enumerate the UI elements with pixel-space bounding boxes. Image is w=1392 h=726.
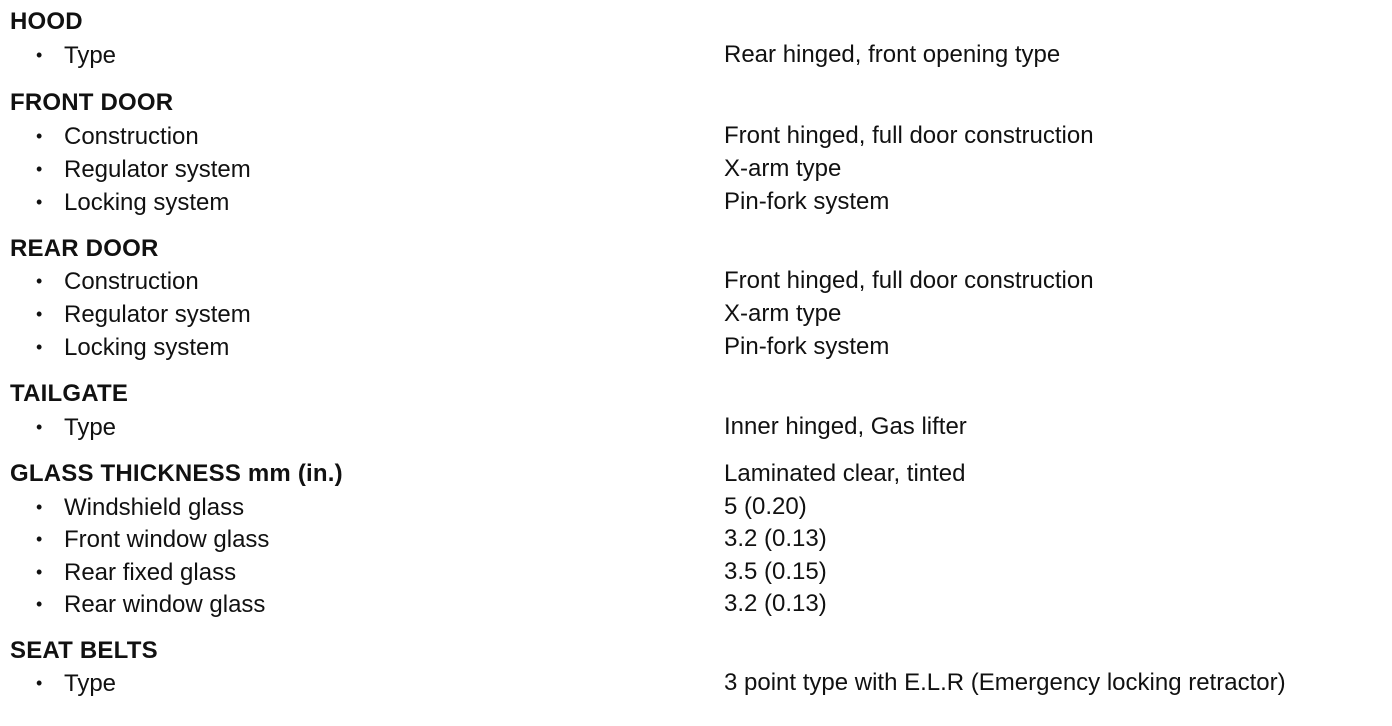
bullet-icon: •	[36, 673, 43, 693]
bullet-icon: •	[36, 594, 43, 614]
bullet-icon: •	[36, 562, 43, 582]
section-heading-hood: HOOD	[10, 8, 83, 35]
section-heading-tailgate: TAILGATE	[10, 380, 129, 407]
section-heading-glass-thickness: GLASS THICKNESS mm (in.)	[10, 460, 343, 487]
spec-value: 5 (0.20)	[724, 493, 807, 520]
bullet-icon: •	[36, 497, 43, 517]
spec-value: 3.2 (0.13)	[724, 525, 827, 552]
bullet-icon: •	[36, 304, 43, 324]
spec-value: Front hinged, full door construction	[724, 267, 1094, 294]
spec-label: • Regulator system	[36, 156, 251, 183]
spec-value: 3.5 (0.15)	[724, 558, 827, 585]
spec-label: • Locking system	[36, 334, 230, 361]
section-heading-value: Laminated clear, tinted	[724, 460, 966, 487]
bullet-icon: •	[36, 417, 43, 437]
spec-value: X-arm type	[724, 300, 842, 327]
bullet-icon: •	[36, 192, 43, 212]
spec-label: • Front window glass	[36, 526, 270, 553]
bullet-icon: •	[36, 337, 43, 357]
bullet-icon: •	[36, 126, 43, 146]
spec-value: Pin-fork system	[724, 188, 890, 215]
bullet-icon: •	[36, 529, 43, 549]
spec-value: Rear hinged, front opening type	[724, 41, 1061, 68]
spec-value: Pin-fork system	[724, 333, 890, 360]
spec-label: • Regulator system	[36, 301, 251, 328]
spec-label: • Type	[36, 414, 117, 441]
section-heading-seat-belts: SEAT BELTS	[10, 637, 158, 664]
bullet-icon: •	[36, 45, 43, 65]
spec-label: • Type	[36, 42, 117, 69]
spec-label: • Rear window glass	[36, 591, 266, 618]
spec-value: Front hinged, full door construction	[724, 122, 1094, 149]
spec-label: • Rear fixed glass	[36, 559, 237, 586]
spec-label: • Construction	[36, 268, 199, 295]
spec-label: • Windshield glass	[36, 494, 245, 521]
spec-label: • Construction	[36, 123, 199, 150]
section-heading-front-door: FRONT DOOR	[10, 89, 174, 116]
spec-label: • Locking system	[36, 189, 230, 216]
spec-value: Inner hinged, Gas lifter	[724, 413, 967, 440]
bullet-icon: •	[36, 271, 43, 291]
bullet-icon: •	[36, 159, 43, 179]
section-heading-rear-door: REAR DOOR	[10, 235, 159, 262]
spec-value: 3 point type with E.L.R (Emergency locking retractor)	[724, 669, 1286, 696]
spec-label: • Type	[36, 670, 117, 697]
spec-value: X-arm type	[724, 155, 842, 182]
spec-value: 3.2 (0.13)	[724, 590, 827, 617]
